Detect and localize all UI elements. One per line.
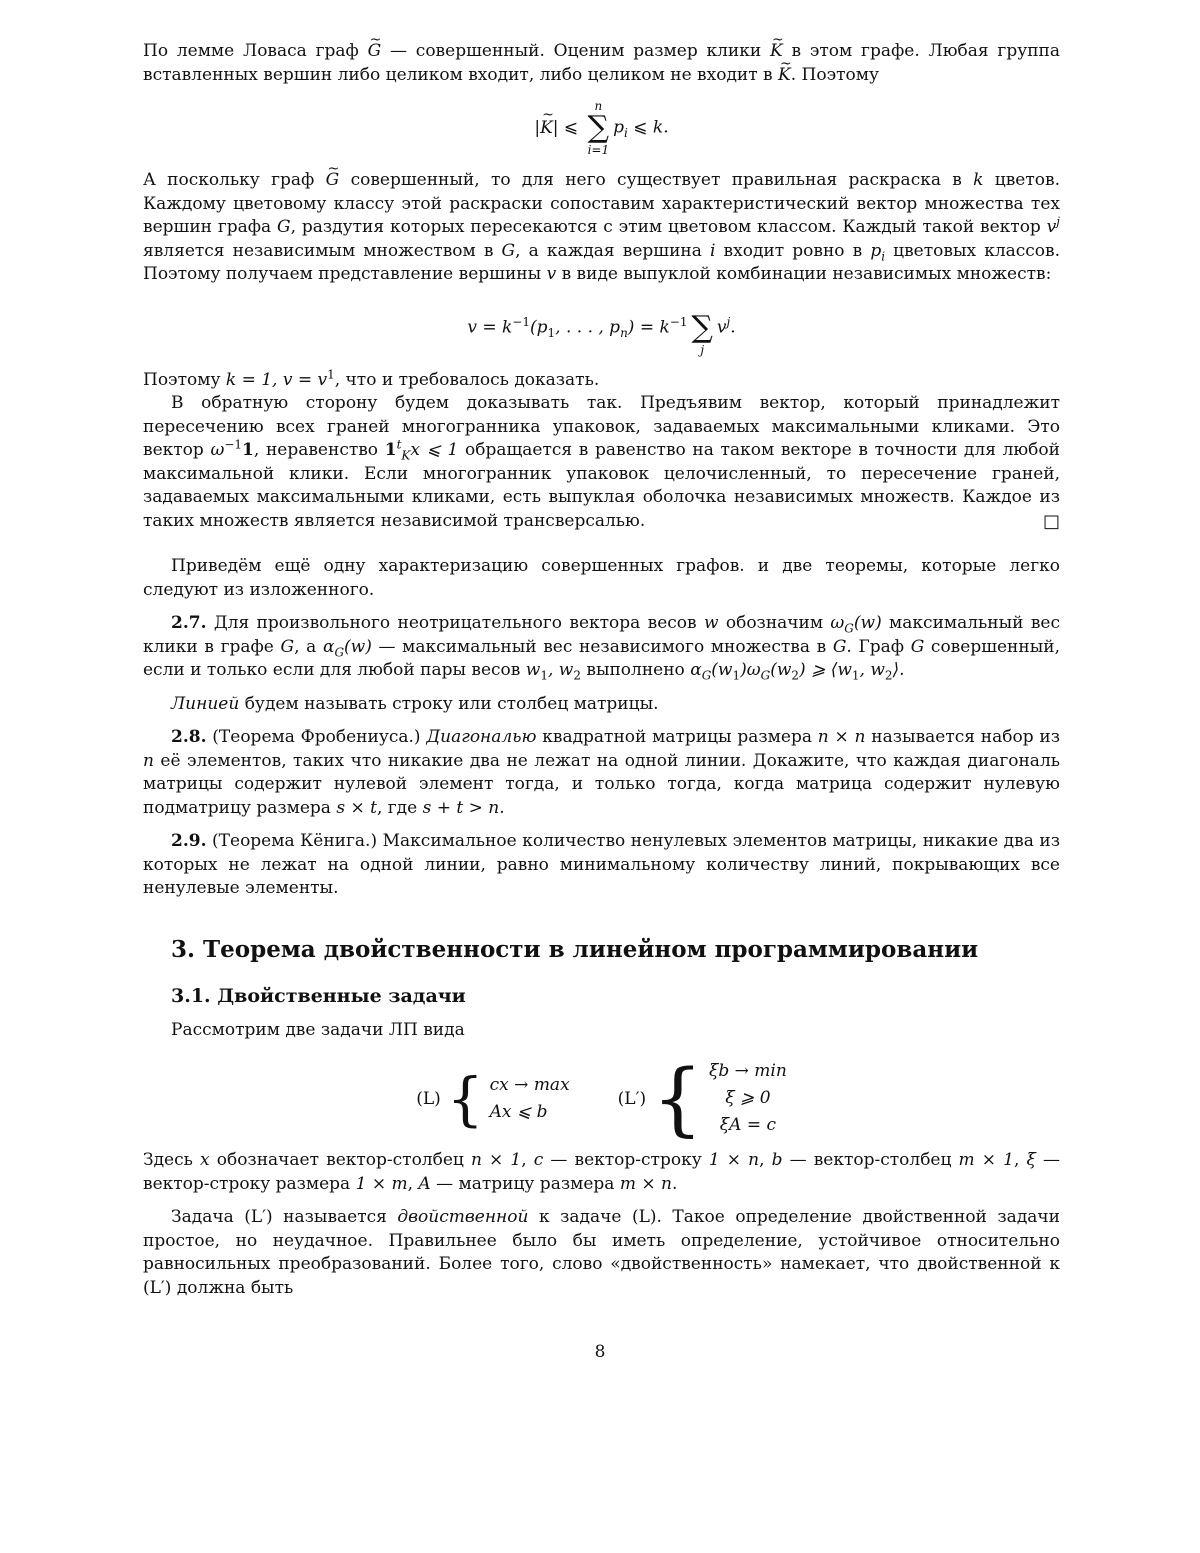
paragraph-conclusion: Поэтому k = 1, $v = v^1$, что и требовалось доказать. — [143, 366, 600, 390]
system-primal: (L) { cx → max Ax ⩽ b — [416, 1064, 570, 1133]
problem-2-8: 2.8. (Теорема Фробениуса.) Диагональю квадратной матрицы размера n × n называется набор из n её элементов, таких что никакие два не лежат на одной линии. Докажите, что каждая диагональ матрицы содержит нулевой элемент тогда, и только тогда, когда матрица содержит нулевую подматрицу размера s × t, где s + t > n. — [143, 727, 1060, 818]
lp-systems — [143, 1051, 1060, 1145]
equation-clique-bound: |~ K| ⩽ n ∑ i=1 $p_i$ ⩽ k. — [143, 99, 1060, 157]
paragraph-converse: В обратную сторону будем доказывать так. Предъявим вектор, который принадлежит пересечению всех граней многогранника упаковок, задаваемых максимальными кликами. Это вектор $\omega^{-1}1$, неравенство $1^t_Kx$ ⩽ 1 обращается в равенство на таком векторе в точности для любой максимальной клики. Если многогранник упаковок целочисленный, то пересечение граней, задаваемых максимальными кликами, есть выпуклая оболочка независимых множеств. Каждое из таких множеств является независимой трансверсалью. □ — [143, 393, 1060, 532]
section-heading: 3. Теорема двойственности в линейном программировании — [171, 935, 979, 963]
equation-convex-combination: $v = k^{-1}(p_1$, . . . , $p_n) = k^{-1}$ ∑ j $v^j$. — [467, 309, 736, 357]
page-number: 8 — [594, 1342, 606, 1362]
system-dual: (L′) { ξb → min ξ ⩾ 0 ξA = c — [617, 1051, 787, 1145]
math-K-tilde: ~ K — [770, 40, 783, 64]
paragraph-characterization: Приведём ещё одну характеризацию совершенных графов. и две теоремы, которые легко следуют из изложенного. — [143, 556, 1060, 600]
definition-line: Линией будем называть строку или столбец матрицы. — [171, 693, 659, 714]
paragraph-lovasz: По лемме Ловаса граф ~ G — совершенный. Оценим размер клики ~ K в этом графе. Любая группа вставленных вершин либо целиком входит, либо целиком не входит в ~ K. Поэтому — [143, 40, 1060, 87]
paragraph-notation: Здесь x обозначает вектор-столбец n × 1, c — вектор-строку 1 × n, b — вектор-столбец m × 1, ξ — вектор-строку размера 1 × m, A — матрицу размера m × n. — [143, 1150, 1060, 1194]
page-content — [143, 40, 1060, 1300]
paragraph-coloring: А поскольку граф ~ G совершенный, то для него существует правильная раскраска в k цветов. Каждому цветовому классу этой раскраски сопоставим характеристический вектор множества тех вершин графа G, раздутия которых пересекаются с этим цветовом классом. Каждый такой вектор $v^j$ является независимым множеством в G, а каждая вершина i входит ровно в $p_i$ цветовых классов. Поэтому получаем представление вершины v в виде выпуклой комбинации независимых множеств: — [143, 169, 1060, 287]
problem-2-7: 2.7. Для произвольного неотрицательного вектора весов w обозначим $\omega_G(w)$ максимальный вес клики в графе G, а $\alpha_G(w)$ — максимальный вес независимого множества в G. Граф G совершенный, если и только если для любой пары весов $w_1$, $w_2$ выполнено $\alpha_G(w_1)\omega_G(w_2)$ ⩾ $⟨w_1$, $w_2⟩$. — [143, 613, 1060, 683]
qed-symbol: □ — [1042, 510, 1060, 532]
problem-2-9: 2.9. (Теорема Кёнига.) Максимальное количество ненулевых элементов матрицы, никакие два из которых не лежат на одной линии, равно минимальному количеству линий, покрывающих все ненулевые элементы. — [143, 831, 1060, 898]
paragraph-consider: Рассмотрим две задачи ЛП вида — [171, 1019, 465, 1040]
paragraph-dual-definition: Задача (L′) называется двойственной к задаче (L). Такое определение двойственной задачи простое, но неудачное. Правильнее было бы иметь определение, устойчивое относительно равносильных преобразований. Более того, слово «двойственность» намекает, что двойственной к (L′) должна быть — [143, 1207, 1060, 1298]
math-G-tilde: ~ G — [368, 40, 382, 64]
subsection-heading: 3.1. Двойственные задачи — [171, 984, 466, 1007]
math-K-tilde-2: ~ K — [778, 64, 791, 88]
